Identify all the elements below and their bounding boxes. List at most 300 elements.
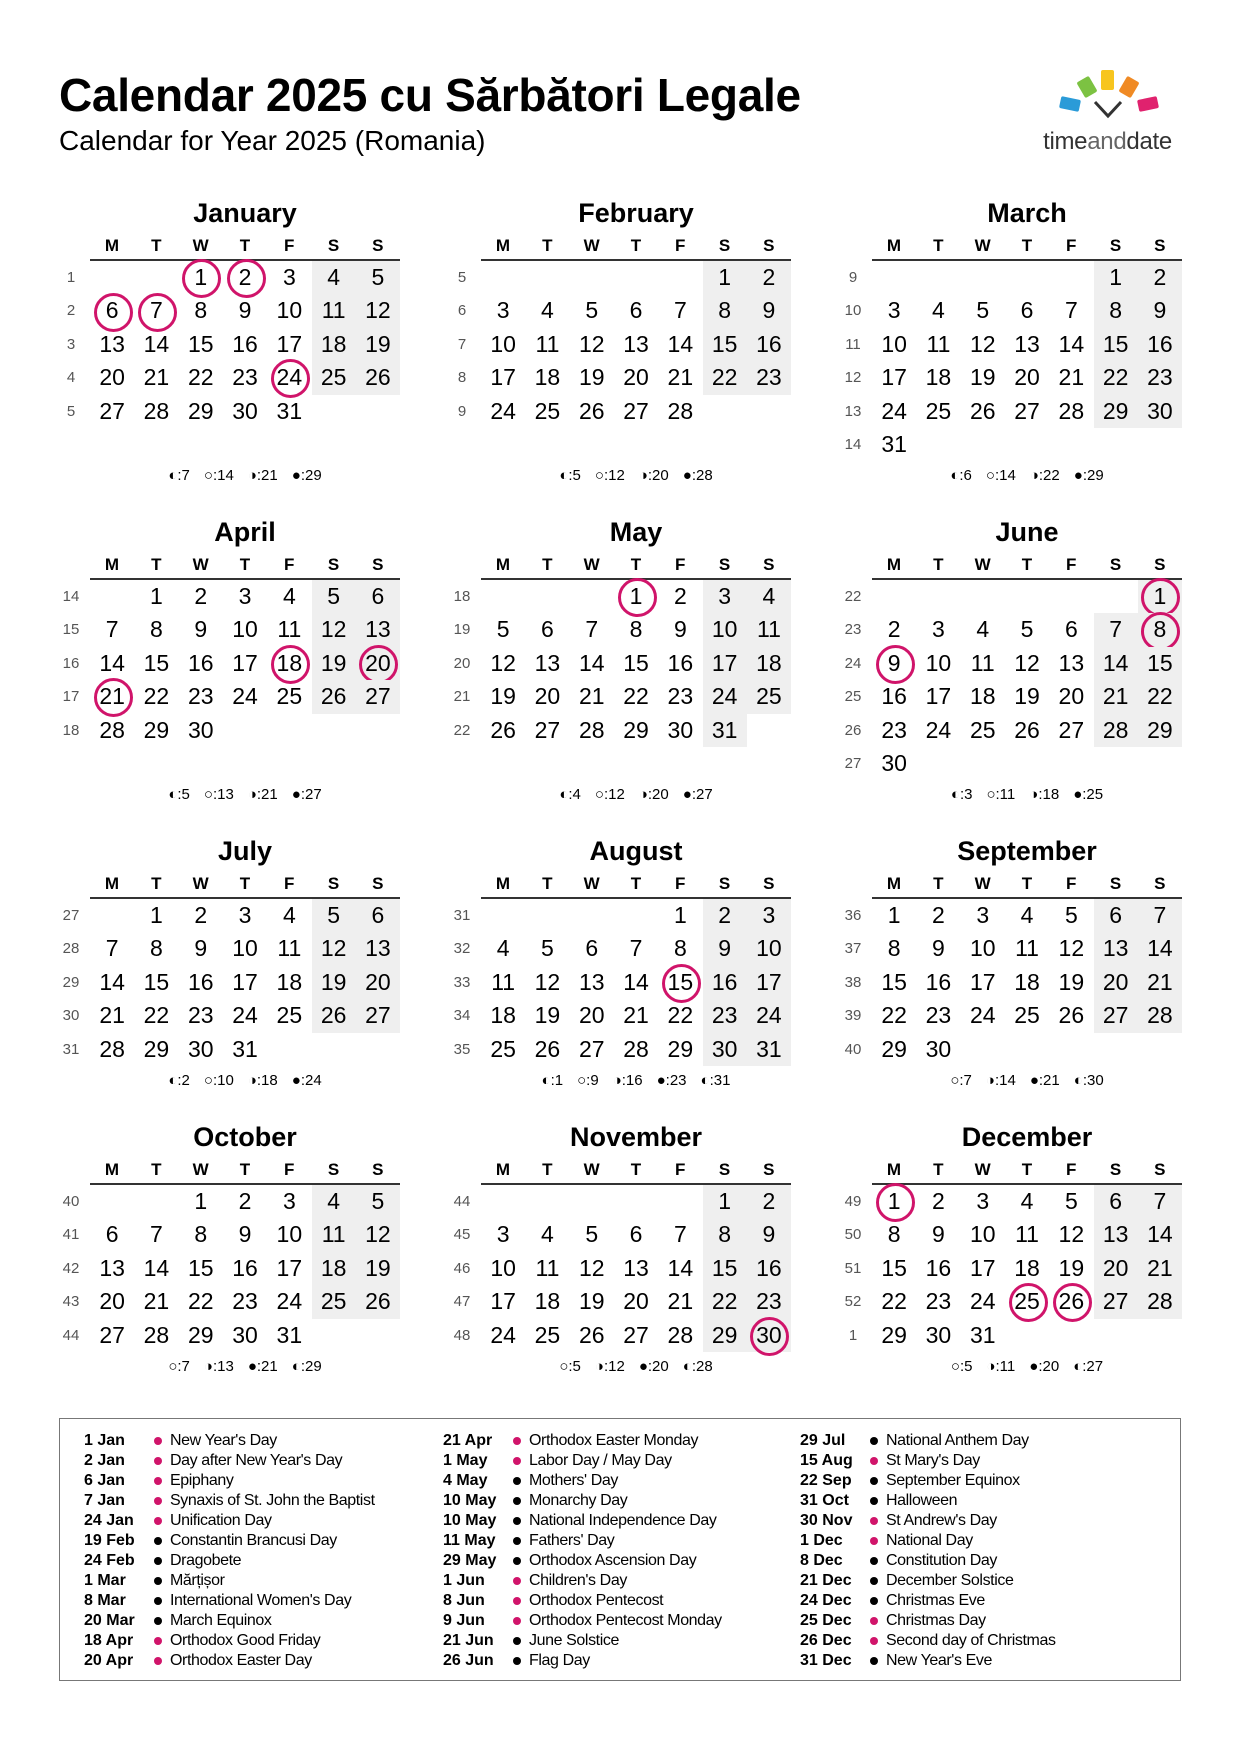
weekday-label: S: [372, 1160, 384, 1179]
legend-name: Epiphany: [170, 1472, 234, 1489]
week-number: 40: [844, 1040, 862, 1058]
weekday-label: T: [933, 555, 944, 574]
day-cell: 19: [969, 364, 996, 391]
day-cell: 27: [623, 397, 649, 424]
day-cell: 29: [703, 1319, 747, 1352]
legend-name: Unification Day: [170, 1512, 272, 1529]
day-cell: 10: [276, 1221, 303, 1248]
moon-phase-day: :31: [709, 1072, 731, 1089]
day-cell: 24: [490, 1321, 516, 1348]
moon-phase-item: [577, 1072, 599, 1089]
weekday-label: F: [283, 555, 295, 574]
moon-phase-day: :14: [994, 1072, 1016, 1089]
day-cell: 21: [99, 1002, 125, 1029]
week-number: 6: [457, 302, 467, 320]
day-cell: 30: [667, 716, 694, 743]
weekday-label: S: [1154, 236, 1166, 255]
legend-date: 20 Mar: [84, 1612, 135, 1629]
last-quarter-moon-icon: ◑: [638, 467, 648, 485]
legend-date: 4 May: [443, 1472, 488, 1489]
day-cell: 29: [623, 716, 649, 743]
day-cell: 12: [534, 968, 561, 995]
public-holiday-bullet-icon: [154, 1657, 162, 1665]
day-cell: 11: [1015, 1221, 1039, 1248]
last-quarter-moon-icon: ◑: [247, 786, 257, 804]
day-cell: 29: [143, 716, 170, 743]
week-number: 23: [844, 621, 862, 639]
weekday-header: [481, 235, 791, 261]
public-holiday-bullet-icon: [870, 1537, 878, 1545]
day-cell: 5: [1064, 902, 1078, 928]
day-cell: 16: [703, 966, 747, 999]
moon-phase-day: :20: [647, 1358, 669, 1375]
observance-bullet-icon: [513, 1637, 521, 1645]
day-cell: 18: [534, 364, 561, 391]
weekday-label: T: [630, 1160, 642, 1179]
weekday-label: F: [1065, 1160, 1077, 1179]
day-cell: 6: [1020, 297, 1034, 324]
week-number: 11: [845, 335, 861, 353]
day-cell: 27: [1014, 397, 1040, 424]
day-cell: 13: [1014, 330, 1040, 357]
day-cell: 27: [1094, 999, 1138, 1032]
weekday-header: [90, 554, 400, 580]
day-cell: 9: [932, 935, 945, 962]
weekday-label: S: [372, 555, 384, 574]
day-cell: 3: [238, 583, 252, 609]
legend-date: 20 Apr: [84, 1652, 134, 1669]
legend-date: 8 Mar: [84, 1592, 126, 1609]
day-cell: 17: [232, 968, 258, 995]
moon-phase-day: :20: [647, 467, 669, 485]
day-cell: 25: [276, 683, 303, 710]
day-cell: 27: [623, 1321, 649, 1348]
observance-bullet-icon: [870, 1557, 878, 1565]
day-cell: 19: [490, 683, 516, 710]
day-cell: 16: [232, 1254, 258, 1281]
public-holiday-bullet-icon: [154, 1437, 162, 1445]
month-title: September: [957, 836, 1097, 866]
day-cell: 12: [578, 330, 605, 357]
day-cell: 28: [578, 716, 605, 743]
day-cell: 23: [925, 1288, 952, 1315]
day-cell: 9: [932, 1221, 945, 1248]
day-cell: 9: [747, 294, 791, 327]
day-cell: 7: [585, 616, 599, 643]
day-cell: 13: [578, 968, 605, 995]
day-cell: 8: [703, 294, 747, 327]
day-cell: 31: [969, 1321, 996, 1348]
day-cell: 7: [1138, 899, 1182, 932]
week-number: 9: [457, 402, 467, 420]
day-cell: 27: [99, 1321, 125, 1348]
legend-date: 1 Mar: [84, 1572, 126, 1589]
weekday-label: T: [151, 1160, 162, 1179]
legend-date: 11 May: [443, 1532, 496, 1549]
moon-phase-day: :21: [256, 1358, 278, 1375]
day-cell: 31: [703, 714, 747, 747]
legend-name: March Equinox: [170, 1612, 272, 1629]
new-moon-icon: ●: [638, 1358, 648, 1375]
day-cell: 1: [887, 902, 901, 928]
weekday-label: M: [495, 874, 511, 893]
last-quarter-moon-icon: ◑: [247, 1072, 257, 1089]
weekday-label: T: [151, 236, 162, 255]
moon-phase-day: :4: [568, 786, 581, 804]
legend-date: 26 Jun: [443, 1652, 494, 1669]
observance-bullet-icon: [154, 1557, 162, 1565]
legend-name: Christmas Eve: [886, 1592, 985, 1609]
legend-date: 2 Jan: [84, 1452, 125, 1469]
day-cell: 23: [1138, 361, 1182, 394]
day-cell: 14: [667, 1254, 694, 1281]
day-cell: 26: [1014, 716, 1040, 743]
day-cell: 4: [312, 1185, 356, 1218]
day-cell: 13: [1094, 1218, 1138, 1251]
weekday-label: W: [583, 236, 600, 255]
legend-name: Constitution Day: [886, 1552, 997, 1569]
moon-phase-item: [595, 1358, 625, 1375]
full-moon-icon: ○: [577, 1072, 587, 1089]
weekday-label: W: [974, 236, 991, 255]
logo-icon: [1030, 66, 1185, 126]
observance-bullet-icon: [513, 1497, 521, 1505]
day-cell: 23: [925, 1002, 952, 1029]
day-cell: 15: [187, 1254, 214, 1281]
day-cell: 15: [143, 649, 170, 676]
timeanddate-logo: [1030, 66, 1185, 161]
page-subtitle: Calendar for Year 2025 (Romania): [59, 125, 486, 156]
day-cell: 7: [150, 1221, 163, 1248]
full-moon-icon: ○: [168, 1358, 178, 1375]
page-title: Calendar 2025 cu Sărbători Legale: [59, 69, 801, 121]
moon-phase-item: [1074, 467, 1104, 484]
day-cell: 19: [312, 647, 356, 680]
moon-phase-day: :29: [300, 1358, 322, 1375]
day-cell: 12: [312, 932, 356, 965]
day-cell: 8: [887, 935, 901, 962]
day-cell: 26: [312, 999, 356, 1032]
legend-name: New Year's Day: [170, 1432, 277, 1449]
new-moon-icon: ●: [1029, 1072, 1039, 1089]
day-cell: 6: [1064, 616, 1078, 643]
day-cell: 14: [1058, 330, 1085, 357]
weekday-label: T: [1021, 236, 1033, 255]
moon-phases: [481, 1358, 791, 1375]
moon-phase-item: [613, 1072, 643, 1089]
moon-phase-item: [168, 467, 190, 484]
moon-phase-item: [1073, 1358, 1103, 1375]
week-number: 38: [844, 973, 862, 991]
moon-phases: [872, 786, 1182, 803]
new-moon-icon: ●: [1029, 1358, 1039, 1375]
day-cell: 20: [623, 1288, 649, 1315]
day-cell: 6: [585, 935, 599, 962]
day-cell: 12: [312, 613, 356, 646]
day-cell: 20: [534, 683, 561, 710]
day-cell: 5: [356, 261, 400, 294]
week-number: 26: [844, 721, 862, 739]
day-cell: 17: [703, 647, 747, 680]
moon-phase-item: [1030, 467, 1060, 484]
moon-phase-day: :21: [256, 786, 278, 804]
week-number: 40: [62, 1193, 80, 1210]
weekday-header: [481, 1159, 791, 1185]
day-cell: 7: [105, 616, 119, 643]
day-cell: 24: [490, 397, 516, 424]
weekday-label: S: [327, 555, 340, 574]
weekday-label: W: [583, 1160, 600, 1179]
moon-phase-item: [542, 1072, 564, 1089]
first-quarter-moon-icon: ◐: [700, 1072, 710, 1089]
day-cell: 16: [747, 328, 791, 361]
day-cell: 17: [276, 1254, 303, 1281]
day-cell: 17: [747, 966, 791, 999]
day-cell: 28: [1058, 397, 1085, 424]
day-cell: 10: [232, 616, 258, 643]
full-moon-icon: ○: [594, 467, 604, 485]
week-number: 41: [62, 1226, 80, 1244]
day-cell: 8: [194, 1221, 208, 1248]
week-number: 4: [66, 369, 76, 387]
weekday-label: T: [542, 555, 553, 574]
day-cell: 23: [232, 1288, 258, 1315]
week-number: 2: [66, 302, 76, 320]
day-cell: 27: [356, 999, 400, 1032]
day-cell: 6: [1094, 1185, 1138, 1218]
legend-name: Fathers' Day: [529, 1532, 615, 1549]
legend-name: Labor Day / May Day: [529, 1452, 672, 1469]
holiday-day: 2: [223, 261, 267, 294]
week-number: 39: [844, 1007, 862, 1025]
day-cell: 15: [881, 1254, 907, 1281]
day-cell: 21: [1138, 1252, 1182, 1285]
weekday-header: [90, 235, 400, 261]
day-cell: 20: [1094, 1252, 1138, 1285]
day-cell: 13: [534, 649, 561, 676]
full-moon-icon: ○: [559, 1358, 569, 1375]
day-cell: 7: [673, 1221, 687, 1248]
full-moon-icon: ○: [203, 1072, 213, 1089]
weekday-label: T: [239, 236, 251, 255]
weekday-label: M: [104, 874, 120, 893]
moon-phases: [90, 1358, 400, 1375]
day-cell: 20: [1058, 683, 1085, 710]
moon-phase-day: :10: [212, 1072, 234, 1089]
day-cell: 30: [232, 1321, 258, 1348]
day-cell: 11: [535, 1254, 560, 1281]
weekday-label: T: [239, 874, 251, 893]
public-holiday-bullet-icon: [154, 1637, 162, 1645]
day-cell: 2: [747, 261, 791, 294]
weekday-label: M: [886, 555, 902, 574]
day-cell: 21: [143, 364, 170, 391]
day-cell: 1: [673, 902, 687, 928]
full-moon-icon: ○: [985, 467, 995, 485]
legend-date: 31 Oct: [800, 1492, 849, 1509]
day-cell: 31: [232, 1035, 258, 1062]
legend-date: 18 Apr: [84, 1632, 134, 1649]
observance-bullet-icon: [870, 1657, 878, 1665]
new-moon-icon: ●: [291, 786, 301, 804]
day-cell: 5: [1020, 616, 1034, 643]
week-number: 27: [62, 907, 80, 924]
day-cell: 4: [282, 583, 296, 609]
day-cell: 19: [1014, 683, 1040, 710]
day-cell: 14: [623, 968, 649, 995]
moon-phase-day: :28: [691, 1358, 713, 1375]
moon-phase-day: :2: [177, 1072, 190, 1089]
weekday-label: T: [151, 874, 162, 893]
day-cell: 2: [238, 1188, 252, 1214]
legend-name: Orthodox Ascension Day: [529, 1552, 697, 1569]
week-number: 43: [62, 1293, 80, 1311]
last-quarter-moon-icon: ◑: [594, 1358, 604, 1375]
day-cell: 30: [1138, 395, 1182, 428]
moon-phase-item: [559, 786, 581, 803]
moon-phase-item: [986, 1358, 1015, 1375]
day-cell: 28: [99, 716, 125, 743]
moon-phase-day: :27: [691, 786, 713, 804]
day-cell: 7: [1064, 297, 1078, 324]
day-cell: 28: [143, 1321, 170, 1348]
moon-phase-item: [559, 1358, 581, 1375]
day-cell: 18: [1014, 1254, 1040, 1281]
week-number: 20: [453, 654, 471, 672]
moon-phase-day: :18: [256, 1072, 278, 1089]
day-cell: 27: [99, 397, 125, 424]
weekday-label: S: [763, 236, 775, 255]
day-cell: 23: [187, 683, 214, 710]
observance-bullet-icon: [870, 1497, 878, 1505]
day-cell: 25: [747, 680, 791, 713]
weekday-header: [872, 1159, 1182, 1185]
first-quarter-moon-icon: ◐: [950, 467, 960, 485]
day-cell: 24: [232, 683, 258, 710]
weekday-label: T: [933, 874, 944, 893]
legend-date: 29 Jul: [800, 1432, 846, 1449]
weekday-label: M: [104, 555, 120, 574]
week-number: 29: [62, 973, 80, 991]
day-cell: 31: [276, 1321, 303, 1348]
day-cell: 19: [578, 1288, 605, 1315]
day-cell: 8: [673, 935, 687, 962]
logo-text: timeanddate: [1043, 128, 1172, 155]
weekday-label: S: [327, 1160, 340, 1179]
week-number: 46: [453, 1259, 471, 1277]
day-cell: 5: [976, 297, 990, 324]
month-title: August: [589, 836, 683, 866]
day-cell: 16: [1138, 328, 1182, 361]
weekday-label: F: [283, 1160, 295, 1179]
day-cell: 30: [232, 397, 258, 424]
day-cell: 6: [356, 580, 400, 613]
first-quarter-moon-icon: ◐: [559, 786, 569, 804]
day-cell: 18: [312, 328, 356, 361]
legend-name: Second day of Christmas: [886, 1632, 1056, 1649]
weekday-label: S: [718, 1160, 731, 1179]
day-cell: 8: [887, 1221, 901, 1248]
day-cell: 1: [1094, 261, 1138, 294]
day-cell: 12: [490, 649, 516, 676]
observance-bullet-icon: [513, 1557, 521, 1565]
day-cell: 23: [747, 361, 791, 394]
weekday-label: F: [674, 1160, 686, 1179]
day-cell: 1: [150, 583, 163, 609]
legend-date: 8 Dec: [800, 1552, 843, 1569]
legend-date: 1 Jun: [443, 1572, 485, 1589]
day-cell: 11: [277, 616, 302, 643]
holiday-day: 7: [134, 294, 178, 327]
last-quarter-moon-icon: ◑: [985, 1072, 995, 1089]
weekday-label: S: [763, 874, 775, 893]
day-cell: 27: [1094, 1285, 1138, 1318]
moon-phase-item: [639, 1358, 669, 1375]
moon-phase-day: :25: [1082, 786, 1104, 804]
day-cell: 8: [194, 297, 208, 324]
day-cell: 31: [881, 431, 907, 457]
public-holiday-bullet-icon: [154, 1457, 162, 1465]
day-cell: 4: [312, 261, 356, 294]
weekday-label: S: [763, 555, 775, 574]
day-cell: 14: [143, 1254, 170, 1281]
weekday-label: T: [239, 1160, 251, 1179]
day-cell: 12: [356, 1218, 400, 1251]
weekday-label: S: [1154, 555, 1166, 574]
day-cell: 16: [747, 1252, 791, 1285]
week-number: 44: [62, 1326, 80, 1344]
day-cell: 5: [585, 297, 599, 324]
day-cell: 3: [496, 297, 510, 324]
legend-name: September Equinox: [886, 1472, 1020, 1489]
day-cell: 4: [496, 935, 510, 962]
legend-date: 24 Dec: [800, 1592, 852, 1609]
moon-phase-item: [986, 1072, 1016, 1089]
day-cell: 21: [667, 364, 694, 391]
day-cell: 9: [238, 297, 252, 324]
weekday-label: T: [542, 1160, 553, 1179]
day-cell: 9: [194, 616, 208, 643]
day-cell: 26: [1058, 1002, 1085, 1029]
moon-phase-day: :6: [959, 467, 972, 485]
day-cell: 22: [703, 1285, 747, 1318]
last-quarter-moon-icon: ◑: [612, 1072, 622, 1089]
day-cell: 25: [534, 397, 561, 424]
day-cell: 16: [187, 649, 214, 676]
moon-phase-item: [1029, 786, 1059, 803]
week-number: 25: [844, 688, 862, 706]
day-cell: 17: [969, 968, 996, 995]
weekday-label: T: [630, 874, 642, 893]
day-cell: 26: [356, 1285, 400, 1318]
day-cell: 24: [232, 1002, 258, 1029]
first-quarter-moon-icon: ◐: [168, 786, 178, 804]
moon-phase-day: :12: [603, 467, 625, 485]
week-number: 49: [844, 1193, 862, 1210]
first-quarter-moon-icon: ◐: [950, 786, 960, 804]
weekday-label: W: [583, 874, 600, 893]
day-cell: 29: [143, 1035, 170, 1062]
day-cell: 24: [747, 999, 791, 1032]
new-moon-icon: ●: [291, 467, 301, 485]
day-cell: 26: [969, 397, 996, 424]
day-cell: 24: [276, 1288, 303, 1315]
day-cell: 21: [1138, 966, 1182, 999]
day-cell: 9: [194, 935, 208, 962]
moon-phase-day: :18: [1038, 786, 1060, 804]
new-moon-icon: ●: [656, 1072, 666, 1089]
moon-phase-item: [204, 1072, 234, 1089]
